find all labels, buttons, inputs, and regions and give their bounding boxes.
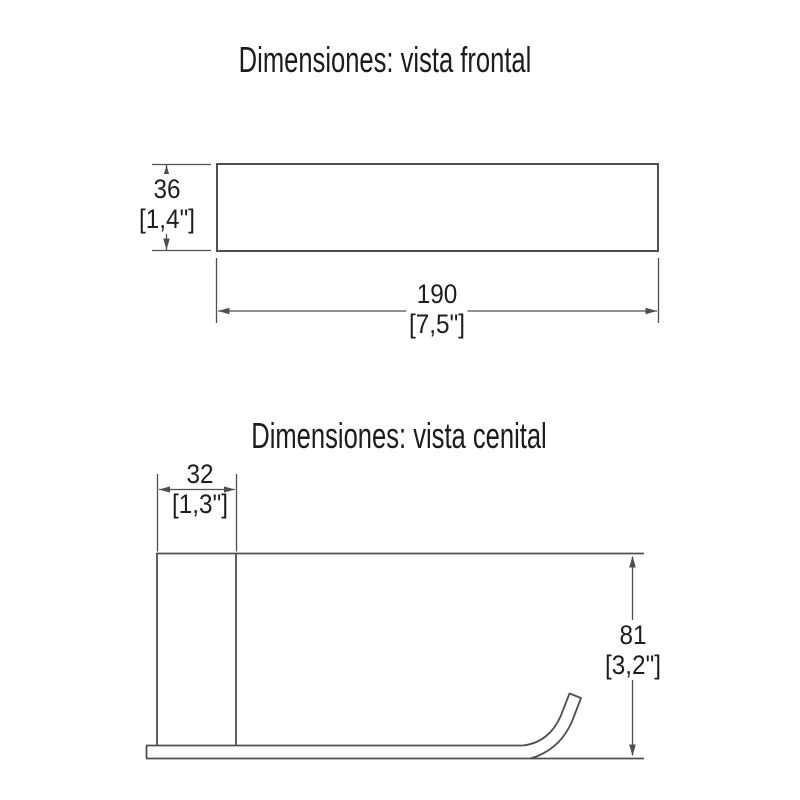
arrowhead-left-icon <box>218 308 230 314</box>
frontal-bar-outline <box>217 164 658 251</box>
frontal-height-inch-value: [1,4"] <box>139 204 195 234</box>
cenital-hook-outline <box>523 694 581 759</box>
arrowhead-down-icon <box>629 745 636 757</box>
arrowhead-right-icon <box>646 308 658 314</box>
frontal-height-dim-label <box>136 174 197 234</box>
cenital-plate-depth-inch-value: [1,3"] <box>172 489 228 519</box>
cenital-total-depth-inch-value: [3,2"] <box>605 650 661 680</box>
cenital-plate-depth-dim-label <box>172 459 228 519</box>
frontal-width-mm-value: 190 <box>416 279 458 309</box>
cenital-view-title: Dimensiones: vista cenital <box>251 415 547 456</box>
frontal-view-title: Dimensiones: vista frontal <box>238 39 532 80</box>
frontal-width-dim-label <box>406 279 467 339</box>
frontal-height-mm-value: 36 <box>153 174 181 204</box>
arrowhead-left-icon <box>159 486 170 492</box>
arrowhead-down-icon <box>163 239 170 251</box>
cenital-total-depth-dim-label <box>602 620 663 680</box>
cenital-plate-depth-mm-value: 32 <box>186 459 214 489</box>
arrowhead-up-icon <box>629 556 636 568</box>
cenital-total-depth-mm-value: 81 <box>619 620 647 650</box>
frontal-view-drawing <box>152 164 659 323</box>
frontal-width-inch-value: [7,5"] <box>409 309 465 339</box>
